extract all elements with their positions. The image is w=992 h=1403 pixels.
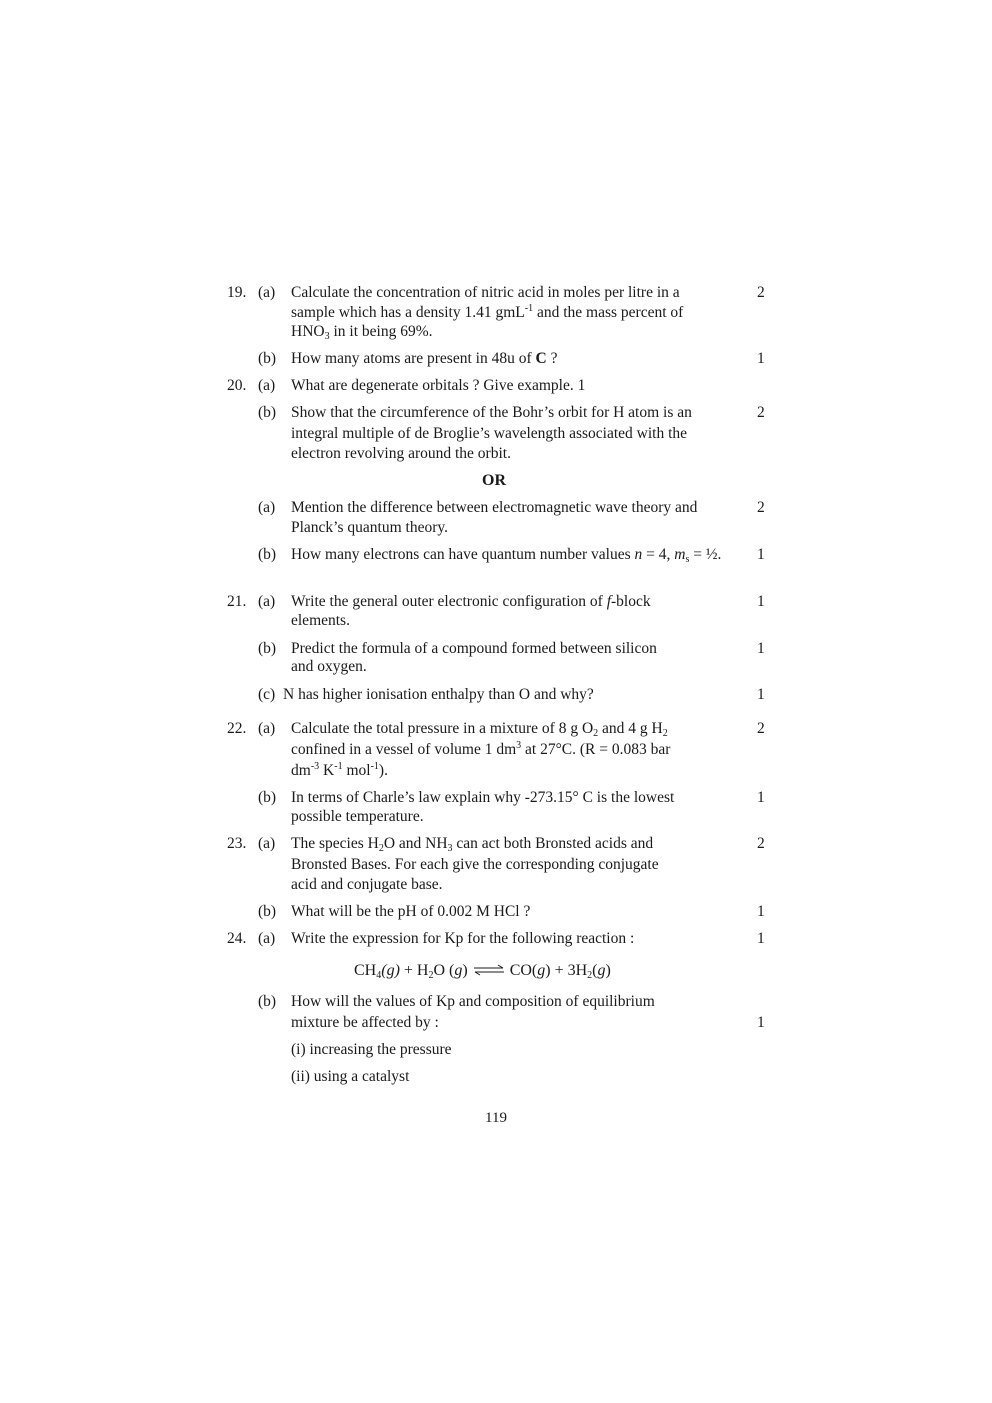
question-text: Predict the formula of a compound formed between silicon [291, 640, 657, 657]
part-label: (b) [258, 993, 277, 1010]
question-text: Mention the difference between electromagnetic wave theory and [291, 499, 698, 516]
question-text: Planck’s quantum theory. [291, 519, 448, 536]
part-label: (a) [258, 284, 276, 301]
question-number: 23. [227, 835, 247, 852]
question-text: possible temperature. [291, 808, 424, 825]
part-label: (b) [258, 404, 277, 421]
part-label: (a) [258, 930, 276, 947]
marks: 1 [757, 789, 765, 806]
question-text: mixture be affected by : [291, 1014, 439, 1031]
marks: 1 [757, 686, 765, 703]
question-number: 22. [227, 720, 247, 737]
question-text: Bronsted Bases. For each give the corresponding conjugate [291, 856, 659, 873]
marks: 2 [757, 404, 765, 421]
marks: 2 [757, 720, 765, 737]
sub-item: (ii) using a catalyst [291, 1068, 410, 1085]
page-number: 119 [485, 1110, 507, 1126]
marks: 1 [757, 1014, 765, 1031]
question-number: 21. [227, 593, 247, 610]
question-text: What are degenerate orbitals ? Give example. 1 [291, 377, 586, 394]
marks: 1 [757, 350, 765, 367]
part-label: (b) [258, 903, 277, 920]
question-text: What will be the pH of 0.002 M HCl ? [291, 903, 531, 920]
marks: 1 [757, 593, 765, 610]
part-label: (b) [258, 350, 277, 367]
part-label: (b) [258, 640, 277, 657]
part-label: (a) [258, 499, 276, 516]
part-label: (a) [258, 720, 276, 737]
question-text: How will the values of Kp and composition of equilibrium [291, 993, 655, 1010]
question-text: N has higher ionisation enthalpy than O and why? [283, 686, 594, 703]
marks: 2 [757, 284, 765, 301]
question-text: elements. [291, 612, 350, 629]
question-number: 24. [227, 930, 247, 947]
question-text: Show that the circumference of the Bohr’s orbit for H atom is an [291, 404, 692, 421]
question-text: $dm^{-3}$ $K^{-1}$ mol$^{-1}$). [291, 761, 388, 779]
or-divider: OR [482, 472, 506, 489]
marks: 1 [757, 546, 765, 563]
marks: 1 [757, 930, 765, 947]
question-text: and oxygen. [291, 658, 367, 675]
question-text: Write the general outer electronic configuration of f-block [291, 593, 651, 610]
part-label: (c) [258, 686, 276, 703]
sub-item: (i) increasing the pressure [291, 1041, 452, 1058]
part-label: (a) [258, 377, 276, 394]
part-label: (b) [258, 546, 277, 563]
question-text: confined in a vessel of volume 1 $dm^3$ at 27°C. (R = 0.083 bar [291, 740, 671, 758]
question-text: Write the expression for Kp for the following reaction : [291, 930, 635, 947]
question-text: The species $H_2O$ and $NH_3$ can act both Bronsted acids and [291, 835, 654, 854]
equilibrium-arrow-icon [472, 964, 506, 976]
question-text: Calculate the concentration of nitric acid in moles per litre in a [291, 284, 680, 301]
reaction-equation: $CH_4(g) + H_2O$ (g) $CO(g) + 3H_2(g)$ [354, 962, 611, 981]
question-text: How many atoms are present in 48u of C ? [291, 350, 558, 367]
part-label: (a) [258, 593, 276, 610]
question-number: 20. [227, 377, 247, 394]
part-label: (b) [258, 789, 277, 806]
part-label: (a) [258, 835, 276, 852]
question-text: sample which has a density 1.41 gmL$^{-1}$ and the mass percent of [291, 303, 684, 321]
question-text: acid and conjugate base. [291, 876, 443, 893]
marks: 2 [757, 499, 765, 516]
marks: 2 [757, 835, 765, 852]
marks: 1 [757, 903, 765, 920]
marks: 1 [757, 640, 765, 657]
question-text: integral multiple of de Broglie’s wavelength associated with the [291, 425, 688, 442]
question-text: Calculate the total pressure in a mixture of 8 g $O_2$ and 4 g $H_2$ [291, 720, 668, 739]
question-text: $HNO_3$ in it being 69%. [291, 323, 433, 342]
question-number: 19. [227, 284, 247, 301]
question-text: In terms of Charle’s law explain why -273.15° C is the lowest [291, 789, 675, 806]
question-text: How many electrons can have quantum number values n = 4, $m_s$ = ½. [291, 546, 722, 565]
question-text: electron revolving around the orbit. [291, 445, 511, 462]
